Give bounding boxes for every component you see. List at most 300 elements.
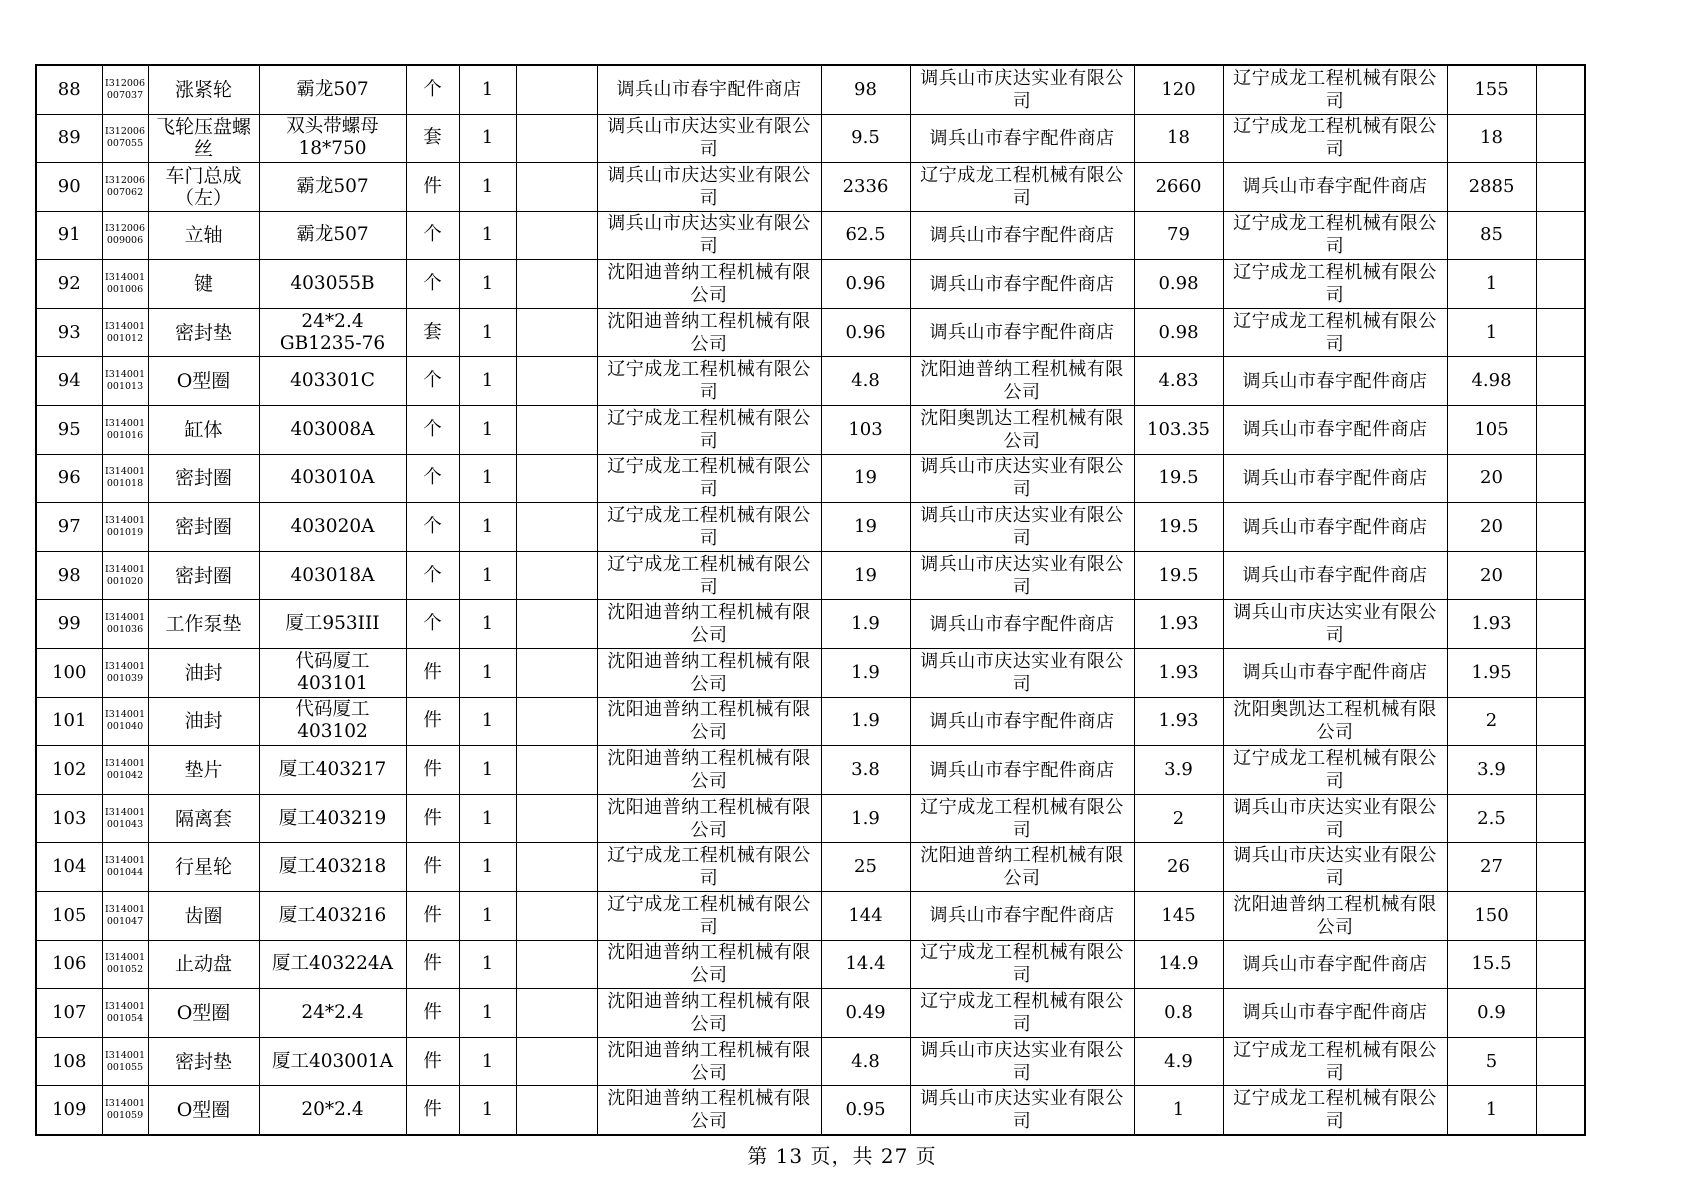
supplier-3-name-cell: 辽宁成龙工程机械有限公司 bbox=[1223, 260, 1447, 309]
supplier-3-name-cell: 调兵山市庆达实业有限公司 bbox=[1223, 600, 1447, 649]
supplier-3-name-cell: 辽宁成龙工程机械有限公司 bbox=[1223, 114, 1447, 163]
specification-cell: 双头带螺母18*750 bbox=[259, 114, 406, 163]
row-number-cell: 105 bbox=[36, 892, 102, 941]
row-number-cell: 91 bbox=[36, 211, 102, 260]
item-name-cell: 密封圈 bbox=[148, 551, 259, 600]
specification-cell: 厦工403217 bbox=[259, 746, 406, 795]
specification-cell: 24*2.4 bbox=[259, 989, 406, 1038]
table-row bbox=[36, 892, 1585, 941]
specification-cell: 403055B bbox=[259, 260, 406, 309]
specification-cell: 代码厦工403102 bbox=[259, 697, 406, 746]
quantity-cell: 1 bbox=[459, 1086, 516, 1135]
table-body bbox=[36, 65, 1585, 1135]
table-row bbox=[36, 503, 1585, 552]
supplier-2-name-cell: 调兵山市庆达实业有限公司 bbox=[910, 454, 1134, 503]
quantity-cell: 1 bbox=[459, 794, 516, 843]
supplier-2-name-cell: 辽宁成龙工程机械有限公司 bbox=[910, 940, 1134, 989]
material-code-cell: I314001 001055 bbox=[102, 1037, 148, 1086]
note-cell bbox=[1536, 1037, 1585, 1086]
supplier-1-price-cell: 62.5 bbox=[821, 211, 910, 260]
item-name-cell: 缸体 bbox=[148, 406, 259, 455]
supplier-2-name-cell: 调兵山市庆达实业有限公司 bbox=[910, 503, 1134, 552]
supplier-2-price-cell: 18 bbox=[1134, 114, 1223, 163]
row-number-cell: 99 bbox=[36, 600, 102, 649]
remark-cell bbox=[516, 1086, 597, 1135]
row-number-cell: 94 bbox=[36, 357, 102, 406]
table-row bbox=[36, 406, 1585, 455]
row-number-cell: 98 bbox=[36, 551, 102, 600]
supplier-1-name-cell: 辽宁成龙工程机械有限公司 bbox=[597, 892, 821, 941]
supplier-1-price-cell: 14.4 bbox=[821, 940, 910, 989]
note-cell bbox=[1536, 989, 1585, 1038]
supplier-2-name-cell: 沈阳迪普纳工程机械有限公司 bbox=[910, 357, 1134, 406]
supplier-2-name-cell: 调兵山市春宇配件商店 bbox=[910, 260, 1134, 309]
material-code-cell: I312006 007037 bbox=[102, 65, 148, 114]
quantity-cell: 1 bbox=[459, 406, 516, 455]
table-row bbox=[36, 114, 1585, 163]
supplier-2-name-cell: 辽宁成龙工程机械有限公司 bbox=[910, 794, 1134, 843]
table-row bbox=[36, 746, 1585, 795]
item-name-cell: O型圈 bbox=[148, 357, 259, 406]
quotation-table bbox=[35, 64, 1586, 1136]
item-name-cell: 飞轮压盘螺丝 bbox=[148, 114, 259, 163]
material-code-cell: I314001 001016 bbox=[102, 406, 148, 455]
supplier-3-name-cell: 沈阳奥凯达工程机械有限公司 bbox=[1223, 697, 1447, 746]
item-name-cell: 密封圈 bbox=[148, 454, 259, 503]
material-code-cell: I312006 007055 bbox=[102, 114, 148, 163]
unit-cell: 个 bbox=[406, 211, 459, 260]
supplier-3-name-cell: 调兵山市春宇配件商店 bbox=[1223, 163, 1447, 212]
supplier-3-price-cell: 0.9 bbox=[1447, 989, 1536, 1038]
material-code-cell: I314001 001039 bbox=[102, 649, 148, 698]
item-name-cell: 密封垫 bbox=[148, 308, 259, 357]
specification-cell: 20*2.4 bbox=[259, 1086, 406, 1135]
note-cell bbox=[1536, 260, 1585, 309]
table-row bbox=[36, 308, 1585, 357]
unit-cell: 套 bbox=[406, 114, 459, 163]
supplier-1-price-cell: 2336 bbox=[821, 163, 910, 212]
unit-cell: 件 bbox=[406, 649, 459, 698]
supplier-1-name-cell: 沈阳迪普纳工程机械有限公司 bbox=[597, 1086, 821, 1135]
quantity-cell: 1 bbox=[459, 843, 516, 892]
supplier-3-name-cell: 辽宁成龙工程机械有限公司 bbox=[1223, 746, 1447, 795]
quantity-cell: 1 bbox=[459, 503, 516, 552]
item-name-cell: 垫片 bbox=[148, 746, 259, 795]
unit-cell: 个 bbox=[406, 454, 459, 503]
supplier-3-price-cell: 20 bbox=[1447, 503, 1536, 552]
supplier-2-price-cell: 2 bbox=[1134, 794, 1223, 843]
remark-cell bbox=[516, 357, 597, 406]
item-name-cell: 工作泵垫 bbox=[148, 600, 259, 649]
supplier-1-name-cell: 辽宁成龙工程机械有限公司 bbox=[597, 551, 821, 600]
item-name-cell: 密封圈 bbox=[148, 503, 259, 552]
material-code-cell: I314001 001054 bbox=[102, 989, 148, 1038]
row-number-cell: 103 bbox=[36, 794, 102, 843]
row-number-cell: 109 bbox=[36, 1086, 102, 1135]
table-row bbox=[36, 794, 1585, 843]
supplier-1-price-cell: 103 bbox=[821, 406, 910, 455]
supplier-1-name-cell: 辽宁成龙工程机械有限公司 bbox=[597, 843, 821, 892]
supplier-1-name-cell: 辽宁成龙工程机械有限公司 bbox=[597, 503, 821, 552]
material-code-cell: I314001 001040 bbox=[102, 697, 148, 746]
supplier-2-price-cell: 19.5 bbox=[1134, 551, 1223, 600]
supplier-1-price-cell: 1.9 bbox=[821, 794, 910, 843]
row-number-cell: 107 bbox=[36, 989, 102, 1038]
item-name-cell: 油封 bbox=[148, 649, 259, 698]
supplier-3-name-cell: 辽宁成龙工程机械有限公司 bbox=[1223, 65, 1447, 114]
unit-cell: 件 bbox=[406, 1086, 459, 1135]
item-name-cell: 油封 bbox=[148, 697, 259, 746]
supplier-3-price-cell: 2 bbox=[1447, 697, 1536, 746]
specification-cell: 403008A bbox=[259, 406, 406, 455]
supplier-1-name-cell: 调兵山市庆达实业有限公司 bbox=[597, 114, 821, 163]
supplier-2-name-cell: 调兵山市庆达实业有限公司 bbox=[910, 551, 1134, 600]
supplier-2-price-cell: 1 bbox=[1134, 1086, 1223, 1135]
supplier-2-name-cell: 调兵山市春宇配件商店 bbox=[910, 600, 1134, 649]
material-code-cell: I314001 001047 bbox=[102, 892, 148, 941]
note-cell bbox=[1536, 114, 1585, 163]
supplier-2-price-cell: 79 bbox=[1134, 211, 1223, 260]
supplier-3-name-cell: 调兵山市庆达实业有限公司 bbox=[1223, 843, 1447, 892]
supplier-3-price-cell: 150 bbox=[1447, 892, 1536, 941]
supplier-3-name-cell: 辽宁成龙工程机械有限公司 bbox=[1223, 1086, 1447, 1135]
note-cell bbox=[1536, 697, 1585, 746]
supplier-2-price-cell: 0.98 bbox=[1134, 260, 1223, 309]
material-code-cell: I314001 001042 bbox=[102, 746, 148, 795]
supplier-2-price-cell: 1.93 bbox=[1134, 697, 1223, 746]
note-cell bbox=[1536, 454, 1585, 503]
table-row bbox=[36, 551, 1585, 600]
supplier-3-price-cell: 15.5 bbox=[1447, 940, 1536, 989]
table-row bbox=[36, 1086, 1585, 1135]
supplier-1-name-cell: 沈阳迪普纳工程机械有限公司 bbox=[597, 1037, 821, 1086]
remark-cell bbox=[516, 649, 597, 698]
supplier-3-price-cell: 2.5 bbox=[1447, 794, 1536, 843]
supplier-1-name-cell: 沈阳迪普纳工程机械有限公司 bbox=[597, 260, 821, 309]
supplier-2-name-cell: 调兵山市春宇配件商店 bbox=[910, 211, 1134, 260]
specification-cell: 厦工403224A bbox=[259, 940, 406, 989]
quantity-cell: 1 bbox=[459, 697, 516, 746]
unit-cell: 个 bbox=[406, 260, 459, 309]
row-number-cell: 106 bbox=[36, 940, 102, 989]
supplier-1-price-cell: 1.9 bbox=[821, 649, 910, 698]
supplier-3-name-cell: 调兵山市春宇配件商店 bbox=[1223, 454, 1447, 503]
supplier-1-price-cell: 3.8 bbox=[821, 746, 910, 795]
supplier-1-price-cell: 4.8 bbox=[821, 1037, 910, 1086]
supplier-1-name-cell: 辽宁成龙工程机械有限公司 bbox=[597, 406, 821, 455]
specification-cell: 厦工403218 bbox=[259, 843, 406, 892]
remark-cell bbox=[516, 940, 597, 989]
row-number-cell: 92 bbox=[36, 260, 102, 309]
unit-cell: 件 bbox=[406, 843, 459, 892]
note-cell bbox=[1536, 551, 1585, 600]
unit-cell: 件 bbox=[406, 163, 459, 212]
supplier-1-name-cell: 辽宁成龙工程机械有限公司 bbox=[597, 454, 821, 503]
unit-cell: 件 bbox=[406, 940, 459, 989]
supplier-3-price-cell: 5 bbox=[1447, 1037, 1536, 1086]
specification-cell: 厦工403219 bbox=[259, 794, 406, 843]
supplier-2-name-cell: 辽宁成龙工程机械有限公司 bbox=[910, 989, 1134, 1038]
table-row bbox=[36, 163, 1585, 212]
supplier-2-price-cell: 103.35 bbox=[1134, 406, 1223, 455]
supplier-3-price-cell: 20 bbox=[1447, 454, 1536, 503]
item-name-cell: 行星轮 bbox=[148, 843, 259, 892]
supplier-2-name-cell: 调兵山市春宇配件商店 bbox=[910, 114, 1134, 163]
remark-cell bbox=[516, 65, 597, 114]
table-row bbox=[36, 600, 1585, 649]
specification-cell: 霸龙507 bbox=[259, 163, 406, 212]
unit-cell: 个 bbox=[406, 600, 459, 649]
row-number-cell: 97 bbox=[36, 503, 102, 552]
item-name-cell: 齿圈 bbox=[148, 892, 259, 941]
item-name-cell: 键 bbox=[148, 260, 259, 309]
remark-cell bbox=[516, 163, 597, 212]
supplier-3-price-cell: 3.9 bbox=[1447, 746, 1536, 795]
remark-cell bbox=[516, 892, 597, 941]
remark-cell bbox=[516, 794, 597, 843]
supplier-2-price-cell: 1.93 bbox=[1134, 600, 1223, 649]
quantity-cell: 1 bbox=[459, 746, 516, 795]
row-number-cell: 88 bbox=[36, 65, 102, 114]
unit-cell: 件 bbox=[406, 1037, 459, 1086]
material-code-cell: I314001 001036 bbox=[102, 600, 148, 649]
supplier-3-name-cell: 调兵山市春宇配件商店 bbox=[1223, 357, 1447, 406]
unit-cell: 件 bbox=[406, 794, 459, 843]
remark-cell bbox=[516, 551, 597, 600]
supplier-2-price-cell: 26 bbox=[1134, 843, 1223, 892]
note-cell bbox=[1536, 794, 1585, 843]
note-cell bbox=[1536, 503, 1585, 552]
table-row bbox=[36, 843, 1585, 892]
supplier-2-name-cell: 调兵山市春宇配件商店 bbox=[910, 697, 1134, 746]
quantity-cell: 1 bbox=[459, 163, 516, 212]
quantity-cell: 1 bbox=[459, 308, 516, 357]
item-name-cell: 密封垫 bbox=[148, 1037, 259, 1086]
material-code-cell: I314001 001019 bbox=[102, 503, 148, 552]
row-number-cell: 101 bbox=[36, 697, 102, 746]
table-row bbox=[36, 357, 1585, 406]
supplier-3-price-cell: 18 bbox=[1447, 114, 1536, 163]
unit-cell: 个 bbox=[406, 65, 459, 114]
specification-cell: 厦工403001A bbox=[259, 1037, 406, 1086]
remark-cell bbox=[516, 746, 597, 795]
row-number-cell: 90 bbox=[36, 163, 102, 212]
specification-cell: 403018A bbox=[259, 551, 406, 600]
specification-cell: 霸龙507 bbox=[259, 65, 406, 114]
quantity-cell: 1 bbox=[459, 357, 516, 406]
material-code-cell: I314001 001018 bbox=[102, 454, 148, 503]
supplier-1-name-cell: 沈阳迪普纳工程机械有限公司 bbox=[597, 308, 821, 357]
supplier-1-price-cell: 19 bbox=[821, 454, 910, 503]
specification-cell: 403301C bbox=[259, 357, 406, 406]
supplier-2-name-cell: 调兵山市春宇配件商店 bbox=[910, 746, 1134, 795]
unit-cell: 个 bbox=[406, 551, 459, 600]
remark-cell bbox=[516, 843, 597, 892]
supplier-3-price-cell: 2885 bbox=[1447, 163, 1536, 212]
supplier-3-name-cell: 调兵山市春宇配件商店 bbox=[1223, 503, 1447, 552]
specification-cell: 霸龙507 bbox=[259, 211, 406, 260]
material-code-cell: I312006 009006 bbox=[102, 211, 148, 260]
row-number-cell: 102 bbox=[36, 746, 102, 795]
unit-cell: 个 bbox=[406, 503, 459, 552]
supplier-3-name-cell: 调兵山市春宇配件商店 bbox=[1223, 649, 1447, 698]
supplier-2-name-cell: 沈阳迪普纳工程机械有限公司 bbox=[910, 843, 1134, 892]
note-cell bbox=[1536, 65, 1585, 114]
supplier-3-price-cell: 27 bbox=[1447, 843, 1536, 892]
supplier-3-price-cell: 1 bbox=[1447, 260, 1536, 309]
material-code-cell: I312006 007062 bbox=[102, 163, 148, 212]
row-number-cell: 93 bbox=[36, 308, 102, 357]
remark-cell bbox=[516, 114, 597, 163]
table-row bbox=[36, 989, 1585, 1038]
remark-cell bbox=[516, 503, 597, 552]
quantity-cell: 1 bbox=[459, 600, 516, 649]
supplier-3-name-cell: 调兵山市春宇配件商店 bbox=[1223, 406, 1447, 455]
supplier-2-price-cell: 0.98 bbox=[1134, 308, 1223, 357]
item-name-cell: O型圈 bbox=[148, 1086, 259, 1135]
supplier-3-price-cell: 85 bbox=[1447, 211, 1536, 260]
note-cell bbox=[1536, 892, 1585, 941]
quantity-cell: 1 bbox=[459, 260, 516, 309]
supplier-3-price-cell: 155 bbox=[1447, 65, 1536, 114]
material-code-cell: I314001 001052 bbox=[102, 940, 148, 989]
remark-cell bbox=[516, 454, 597, 503]
specification-cell: 厦工403216 bbox=[259, 892, 406, 941]
supplier-3-price-cell: 1 bbox=[1447, 1086, 1536, 1135]
item-name-cell: O型圈 bbox=[148, 989, 259, 1038]
supplier-2-price-cell: 120 bbox=[1134, 65, 1223, 114]
material-code-cell: I314001 001012 bbox=[102, 308, 148, 357]
supplier-2-name-cell: 辽宁成龙工程机械有限公司 bbox=[910, 163, 1134, 212]
note-cell bbox=[1536, 600, 1585, 649]
table-row bbox=[36, 649, 1585, 698]
supplier-3-price-cell: 1.93 bbox=[1447, 600, 1536, 649]
supplier-1-price-cell: 4.8 bbox=[821, 357, 910, 406]
item-name-cell: 止动盘 bbox=[148, 940, 259, 989]
unit-cell: 件 bbox=[406, 697, 459, 746]
material-code-cell: I314001 001044 bbox=[102, 843, 148, 892]
table-row bbox=[36, 211, 1585, 260]
specification-cell: 24*2.4 GB1235-76 bbox=[259, 308, 406, 357]
quantity-cell: 1 bbox=[459, 940, 516, 989]
supplier-1-name-cell: 沈阳迪普纳工程机械有限公司 bbox=[597, 600, 821, 649]
supplier-1-price-cell: 0.96 bbox=[821, 308, 910, 357]
material-code-cell: I314001 001006 bbox=[102, 260, 148, 309]
specification-cell: 403020A bbox=[259, 503, 406, 552]
supplier-2-price-cell: 1.93 bbox=[1134, 649, 1223, 698]
supplier-2-name-cell: 调兵山市庆达实业有限公司 bbox=[910, 1037, 1134, 1086]
row-number-cell: 100 bbox=[36, 649, 102, 698]
material-code-cell: I314001 001013 bbox=[102, 357, 148, 406]
item-name-cell: 隔离套 bbox=[148, 794, 259, 843]
unit-cell: 件 bbox=[406, 892, 459, 941]
supplier-2-name-cell: 沈阳奥凯达工程机械有限公司 bbox=[910, 406, 1134, 455]
supplier-2-name-cell: 调兵山市春宇配件商店 bbox=[910, 308, 1134, 357]
row-number-cell: 95 bbox=[36, 406, 102, 455]
supplier-1-price-cell: 144 bbox=[821, 892, 910, 941]
quantity-cell: 1 bbox=[459, 551, 516, 600]
table-row bbox=[36, 65, 1585, 114]
material-code-cell: I314001 001043 bbox=[102, 794, 148, 843]
supplier-2-price-cell: 14.9 bbox=[1134, 940, 1223, 989]
supplier-1-name-cell: 沈阳迪普纳工程机械有限公司 bbox=[597, 940, 821, 989]
quantity-cell: 1 bbox=[459, 65, 516, 114]
page-number: 第 13 页，共 27 页 bbox=[747, 1144, 937, 1168]
supplier-3-name-cell: 调兵山市春宇配件商店 bbox=[1223, 940, 1447, 989]
supplier-3-price-cell: 1 bbox=[1447, 308, 1536, 357]
item-name-cell: 涨紧轮 bbox=[148, 65, 259, 114]
unit-cell: 套 bbox=[406, 308, 459, 357]
table-row bbox=[36, 697, 1585, 746]
supplier-1-name-cell: 沈阳迪普纳工程机械有限公司 bbox=[597, 649, 821, 698]
supplier-3-name-cell: 辽宁成龙工程机械有限公司 bbox=[1223, 1037, 1447, 1086]
supplier-2-price-cell: 4.83 bbox=[1134, 357, 1223, 406]
unit-cell: 个 bbox=[406, 406, 459, 455]
note-cell bbox=[1536, 163, 1585, 212]
remark-cell bbox=[516, 600, 597, 649]
table-row bbox=[36, 940, 1585, 989]
remark-cell bbox=[516, 1037, 597, 1086]
supplier-2-name-cell: 调兵山市庆达实业有限公司 bbox=[910, 65, 1134, 114]
specification-cell: 403010A bbox=[259, 454, 406, 503]
supplier-2-price-cell: 19.5 bbox=[1134, 454, 1223, 503]
quantity-cell: 1 bbox=[459, 454, 516, 503]
supplier-1-name-cell: 调兵山市庆达实业有限公司 bbox=[597, 163, 821, 212]
remark-cell bbox=[516, 697, 597, 746]
supplier-3-name-cell: 调兵山市庆达实业有限公司 bbox=[1223, 794, 1447, 843]
supplier-1-price-cell: 25 bbox=[821, 843, 910, 892]
table-row bbox=[36, 1037, 1585, 1086]
specification-cell: 厦工953III bbox=[259, 600, 406, 649]
supplier-1-name-cell: 辽宁成龙工程机械有限公司 bbox=[597, 357, 821, 406]
supplier-3-price-cell: 105 bbox=[1447, 406, 1536, 455]
row-number-cell: 108 bbox=[36, 1037, 102, 1086]
note-cell bbox=[1536, 649, 1585, 698]
supplier-1-price-cell: 0.96 bbox=[821, 260, 910, 309]
supplier-2-name-cell: 调兵山市庆达实业有限公司 bbox=[910, 649, 1134, 698]
item-name-cell: 车门总成（左） bbox=[148, 163, 259, 212]
remark-cell bbox=[516, 406, 597, 455]
remark-cell bbox=[516, 260, 597, 309]
note-cell bbox=[1536, 746, 1585, 795]
note-cell bbox=[1536, 1086, 1585, 1135]
supplier-1-name-cell: 沈阳迪普纳工程机械有限公司 bbox=[597, 989, 821, 1038]
supplier-1-name-cell: 沈阳迪普纳工程机械有限公司 bbox=[597, 697, 821, 746]
supplier-1-name-cell: 沈阳迪普纳工程机械有限公司 bbox=[597, 794, 821, 843]
item-name-cell: 立轴 bbox=[148, 211, 259, 260]
supplier-1-price-cell: 0.49 bbox=[821, 989, 910, 1038]
quantity-cell: 1 bbox=[459, 1037, 516, 1086]
supplier-3-name-cell: 辽宁成龙工程机械有限公司 bbox=[1223, 308, 1447, 357]
supplier-1-price-cell: 19 bbox=[821, 551, 910, 600]
supplier-3-price-cell: 1.95 bbox=[1447, 649, 1536, 698]
supplier-3-name-cell: 沈阳迪普纳工程机械有限公司 bbox=[1223, 892, 1447, 941]
row-number-cell: 89 bbox=[36, 114, 102, 163]
supplier-2-price-cell: 4.9 bbox=[1134, 1037, 1223, 1086]
note-cell bbox=[1536, 211, 1585, 260]
table-row bbox=[36, 260, 1585, 309]
material-code-cell: I314001 001059 bbox=[102, 1086, 148, 1135]
remark-cell bbox=[516, 308, 597, 357]
note-cell bbox=[1536, 940, 1585, 989]
material-code-cell: I314001 001020 bbox=[102, 551, 148, 600]
supplier-2-price-cell: 2660 bbox=[1134, 163, 1223, 212]
supplier-1-price-cell: 0.95 bbox=[821, 1086, 910, 1135]
supplier-3-name-cell: 调兵山市春宇配件商店 bbox=[1223, 551, 1447, 600]
note-cell bbox=[1536, 357, 1585, 406]
note-cell bbox=[1536, 308, 1585, 357]
supplier-3-price-cell: 4.98 bbox=[1447, 357, 1536, 406]
